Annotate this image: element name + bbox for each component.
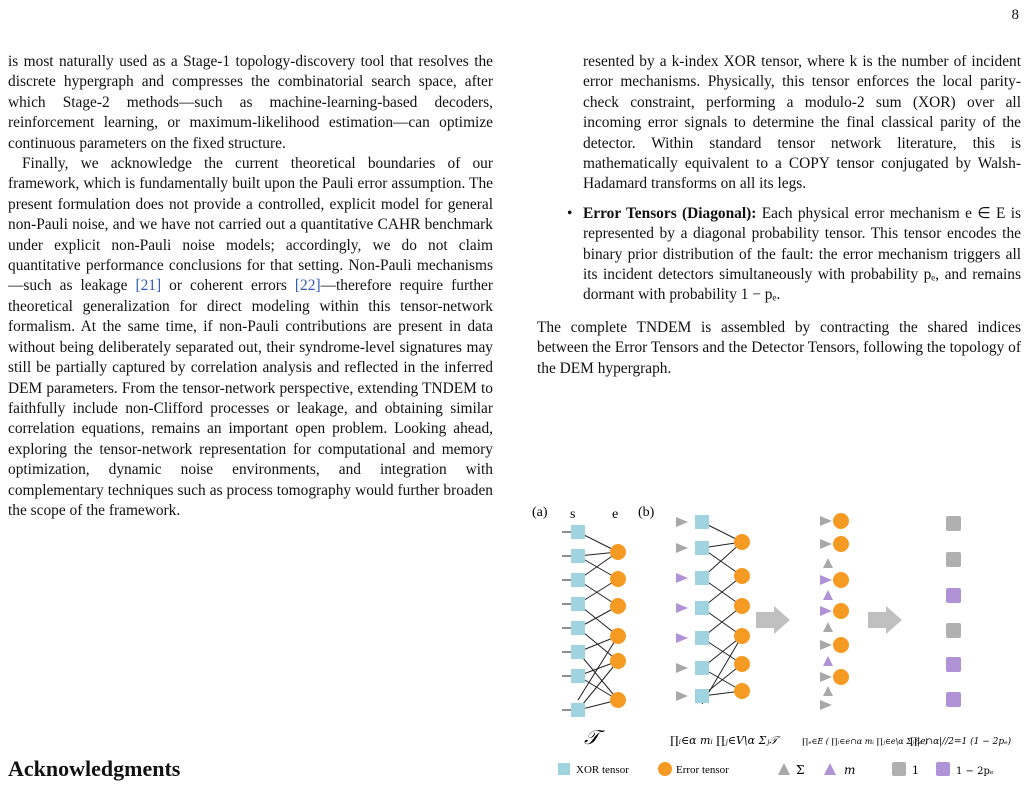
figure-caption-b: ∏ᵢ∈α mᵢ ∏ⱼ∈V\α Σⱼ𝒯 — [670, 734, 778, 747]
bullet-list — [537, 204, 1021, 306]
figure-panel-b-xor-tensors — [695, 515, 709, 703]
section-heading-acknowledgments: Acknowledgments — [8, 756, 181, 781]
right-paragraph-2: The complete TNDEM is assembled by contracting the shared indices between the Error Tensors and the Detector Tensors, following the topology of the DEM hypergraph. — [537, 318, 1021, 377]
left-paragraph-2: Finally, we acknowledge the current theoretical boundaries of our framework, which is fundamentally built upon the Pauli error assumption. The present formulation does not provide a controlled, explicit model for general non-Pauli noise, and we have not carried out a quantitative CAHR benchmark under explicit non-Pauli noise models; accordingly, we do not claim quantitative performance conclusions for that setting. Non-Pauli mechanisms—such as leakage [21] or coherent errors [22]—therefore require further theoretical generalization for direct modeling within this tensor-network formalism. At the same time, if non-Pauli contributions are present in data without being deliberately separated out, their syndrome-level signatures may still be partially captured by correlation analysis and reflected in the inferred DEM parameters. From the tensor-network perspective, extending TNDEM to faithfully include non-Clifford processes or leakage, and obtaining similar correlation equations, remains an important open problem. Looking ahead, exploring the tensor-network representation for computational and memory optimization, dynamic noise environments, and integration with complementary techniques such as process tomography would further broaden the scope of the framework. — [8, 155, 493, 519]
bullet-error-tensors — [537, 204, 1021, 306]
figure-legend-error: Error tensor — [676, 764, 729, 776]
citation-22[interactable]: [22] — [294, 277, 321, 295]
figure-legend-sigma: Σ — [796, 763, 805, 777]
figure-legend-one: 1 — [912, 764, 919, 777]
figure-panel-a-error-tensors — [610, 544, 626, 708]
figure-panel-a-xor-tensors — [571, 525, 585, 717]
figure-panel-a-label: (a) — [532, 505, 548, 520]
figure-arrow-1 — [756, 606, 790, 634]
citation-21[interactable]: [21] — [135, 277, 162, 295]
figure-panel-a-stubs — [562, 532, 572, 710]
figure-legend-xor-swatch — [558, 763, 570, 775]
figure-panel-c-error-tensors — [833, 513, 849, 685]
figure-legend-error-swatch — [658, 762, 672, 776]
right-column — [537, 52, 1021, 379]
page-number: 8 — [1011, 7, 1019, 23]
figure-panel-d-squares — [946, 516, 961, 707]
figure-panel-b-error-tensors — [734, 534, 750, 699]
figure-legend-one-minus-swatch — [936, 762, 950, 776]
figure-panel-b-triangles — [676, 517, 688, 701]
bullet-marker: • — [567, 204, 573, 222]
figure-legend — [558, 762, 994, 777]
figure-legend-xor: XOR tensor — [576, 764, 629, 776]
figure-col-label-e: e — [612, 507, 619, 522]
figure-legend-one-swatch — [892, 762, 906, 776]
figure-panel-c — [820, 516, 833, 710]
figure-caption-a: 𝒯 — [584, 725, 600, 749]
figure-arrow-2 — [868, 606, 902, 634]
figure-legend-m-swatch — [824, 763, 836, 775]
figure-svg — [528, 496, 1023, 786]
figure-col-label-s: s — [570, 507, 576, 522]
figure-legend-m: m — [844, 763, 856, 777]
left-paragraph-1: is most naturally used as a Stage-1 topology-discovery tool that resolves the discrete hypergraph and compresses the combinatorial search space, after which Stage-2 methods—such as machine-learning-based decoders, reinforcement learning, or maximum-likelihood estimation—can optimize continuous parameters on the fixed structure. — [8, 53, 493, 152]
figure-legend-one-minus: 1 − 2pₑ — [956, 766, 994, 777]
left-column — [8, 52, 493, 521]
bullet-text: Each physical error mechanism e ∈ E is represented by a diagonal probability tensor. This tensor encodes the binary prior distribution of the fault: the error mechanism triggers all its incident detectors simultaneously with probability pₑ, and remains dormant with probability 1 − pₑ. — [583, 204, 1021, 304]
figure — [528, 496, 1023, 786]
figure-caption-c: ∏ₑ∈E ( ∏ᵢ∈e∩α mᵢ ∏ⱼ∈e\α Σⱼℰₑ ) — [802, 737, 928, 746]
figure-legend-sigma-swatch — [778, 763, 790, 775]
bullet-title: Error Tensors (Diagonal): — [583, 204, 757, 222]
figure-panel-b-label: (b) — [638, 505, 655, 520]
figure-caption-d: ∏|e∩α|//2=1 (1 − 2pₑ) — [910, 737, 1012, 747]
right-paragraph-1: resented by a k-index XOR tensor, where k is the number of incident error mechanisms. Physically, this tensor enforces the local parity-check constraint, performing a modulo-2 sum (XOR) over all incoming error signals to determine the final classical parity of the detector. Within standard tensor network literature, this is mathematically equivalent to a COPY tensor conjugated by Walsh-Hadamard transforms on all its legs. — [583, 53, 1021, 193]
